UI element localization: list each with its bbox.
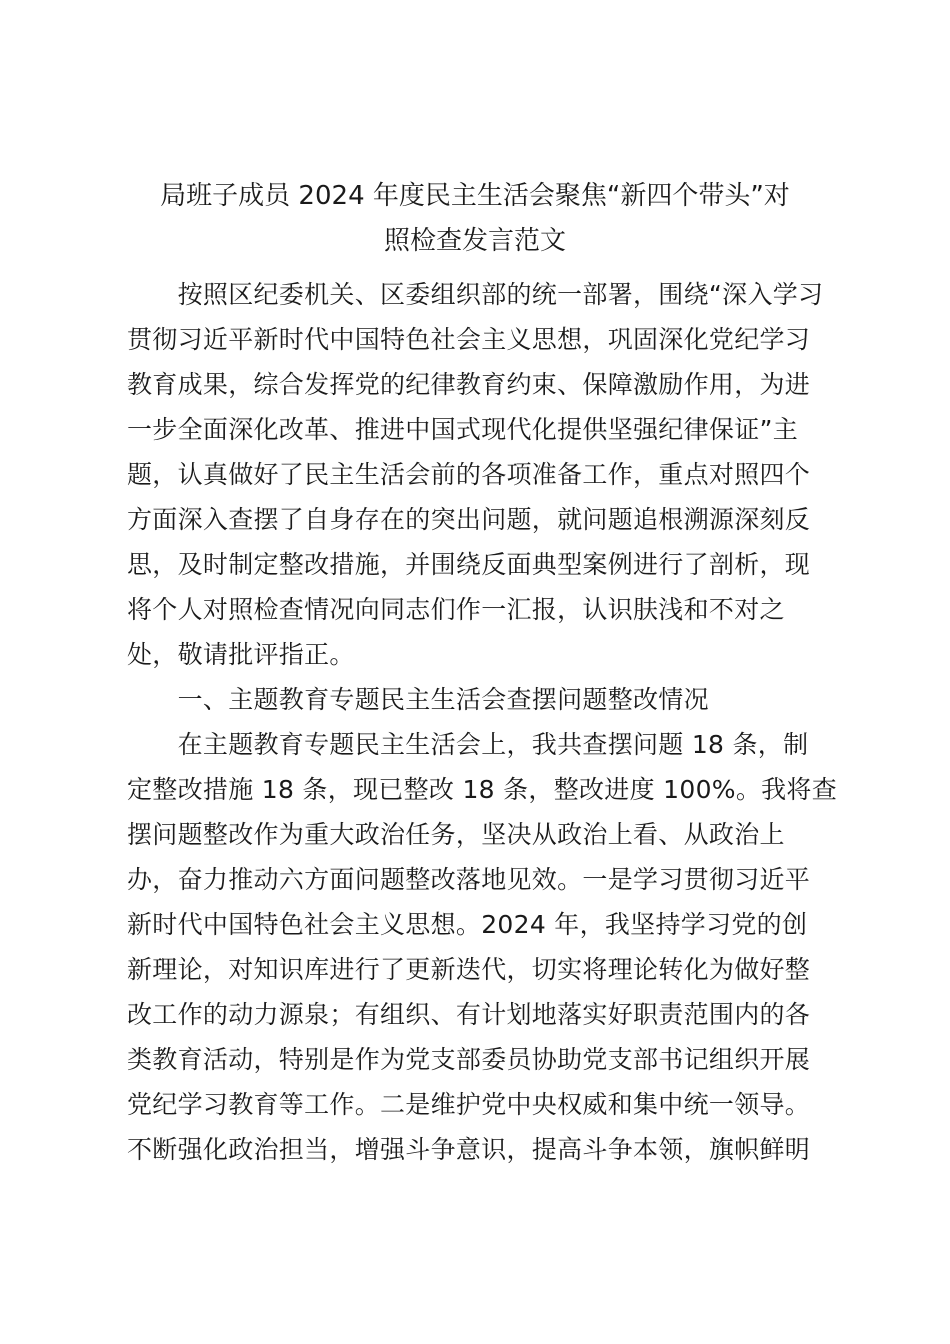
- body-line: 思，及时制定整改措施，并围绕反面典型案例进行了剖析，现: [127, 550, 811, 579]
- body-line: 按照区纪委机关、区委组织部的统一部署，围绕“深入学习: [127, 280, 824, 309]
- body-line: 新时代中国特色社会主义思想。2024 年，我坚持学习党的创: [127, 910, 808, 939]
- body-line: 方面深入查摆了自身存在的突出问题，就问题追根溯源深刻反: [127, 505, 811, 534]
- body-line: 贯彻习近平新时代中国特色社会主义思想，巩固深化党纪学习: [127, 325, 811, 354]
- body-line: 新理论，对知识库进行了更新迭代，切实将理论转化为做好整: [127, 955, 811, 984]
- title-line: 局班子成员 2024 年度民主生活会聚焦“新四个带头”对: [160, 181, 790, 211]
- body-line: 处，敬请批评指正。: [127, 640, 355, 669]
- title-line: 照检查发言范文: [383, 226, 566, 256]
- document-body: [127, 272, 838, 1172]
- body-line: 摆问题整改作为重大政治任务，坚决从政治上看、从政治上: [127, 820, 785, 849]
- body-line: 改工作的动力源泉；有组织、有计划地落实好职责范围内的各: [127, 1000, 811, 1029]
- body-line: 不断强化政治担当，增强斗争意识，提高斗争本领，旗帜鲜明: [127, 1135, 811, 1164]
- section-heading: 一、主题教育专题民主生活会查摆问题整改情况: [127, 685, 709, 714]
- body-line: 题，认真做好了民主生活会前的各项准备工作，重点对照四个: [127, 460, 811, 489]
- body-line: 办，奋力推动六方面问题整改落地见效。一是学习贯彻习近平: [127, 865, 811, 894]
- body-line: 在主题教育专题民主生活会上，我共查摆问题 18 条，制: [127, 730, 809, 759]
- body-line: 教育成果，综合发挥党的纪律教育约束、保障激励作用，为进: [127, 370, 811, 399]
- body-line: 一步全面深化改革、推进中国式现代化提供坚强纪律保证”主: [127, 415, 799, 444]
- body-line: 党纪学习教育等工作。二是维护党中央权威和集中统一领导。: [127, 1090, 811, 1119]
- body-line: 定整改措施 18 条，现已整改 18 条，整改进度 100%。我将查: [127, 775, 838, 804]
- body-line: 类教育活动，特别是作为党支部委员协助党支部书记组织开展: [127, 1045, 811, 1074]
- body-line: 将个人对照检查情况向同志们作一汇报，认识肤浅和不对之: [127, 595, 785, 624]
- document-title: [100, 174, 850, 264]
